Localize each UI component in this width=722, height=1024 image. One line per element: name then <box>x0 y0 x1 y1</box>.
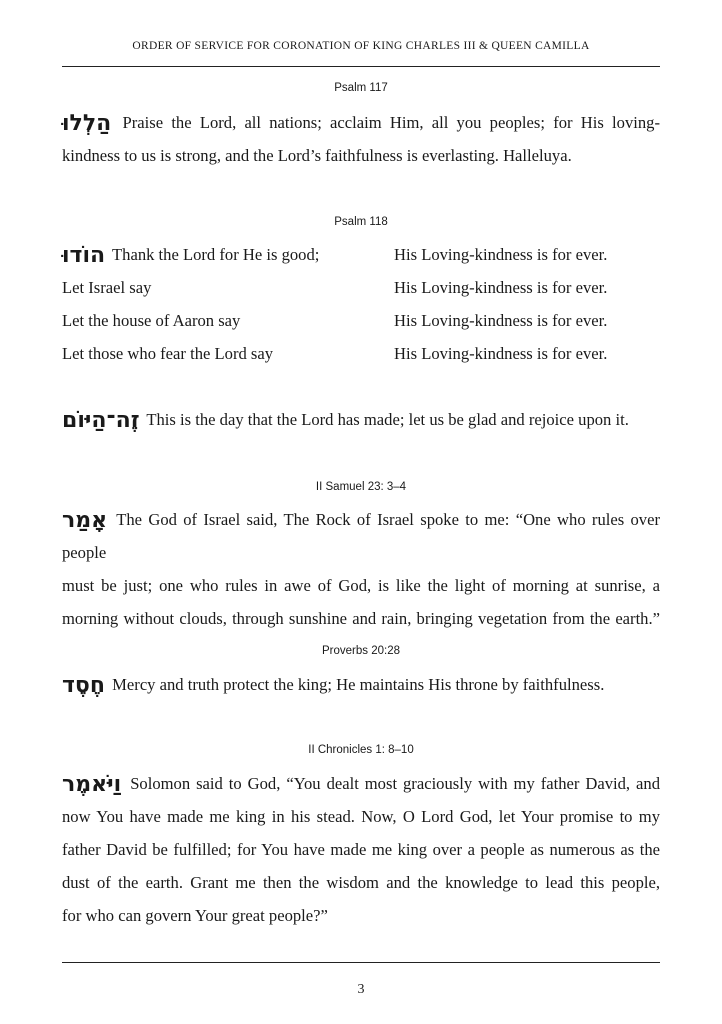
psalm-118-row-left: Let Israel say <box>62 278 152 297</box>
psalm-118-row-right: His Loving-kindness is for ever. <box>394 311 608 330</box>
chronicles-line-5: for who can govern Your great people?” <box>62 906 328 925</box>
psalm-117-line-2: kindness to us is strong, and the Lord’s faithfulness is everlasting. Halleluya. <box>62 146 572 165</box>
samuel-passage <box>62 503 660 635</box>
psalm-118-title: Psalm 118 <box>334 216 388 228</box>
psalm-118-day-line <box>62 403 660 436</box>
header-rule <box>62 66 660 67</box>
samuel-line-2: must be just; one who rules in awe of God, is like the light of morning at sunrise, a <box>62 576 660 595</box>
samuel-text-1: The God of Israel said, The Rock of Israel spoke to me: “One who rules over people <box>62 510 660 562</box>
psalm-117-hebrew-word: הַלְלוּ <box>62 111 112 136</box>
psalm-118-day-text: This is the day that the Lord has made; let us be glad and rejoice upon it. <box>146 410 629 429</box>
psalm-118-row-left: Let those who fear the Lord say <box>62 344 274 363</box>
psalm-118-hebrew-word: הוֹדוּ <box>62 243 106 268</box>
psalm-118-row-1-left-text: Thank the Lord for He is good; <box>112 245 320 264</box>
psalm-117-title: Psalm 117 <box>334 82 388 94</box>
chronicles-title: II Chronicles 1: 8–10 <box>308 744 414 756</box>
page-number: 3 <box>357 982 365 997</box>
proverbs-hebrew-word: חֶסֶד <box>62 673 106 698</box>
chronicles-line-4: dust of the earth. Grant me then the wisdom and the knowledge to lead this people, <box>62 873 660 892</box>
samuel-hebrew-word: אָמַר <box>62 508 108 533</box>
psalm-118-day-hebrew: זֶה־הַיּוֹם <box>62 408 140 433</box>
samuel-line-1 <box>62 503 660 569</box>
psalm-118-row-left: Let the house of Aaron say <box>62 311 241 330</box>
psalm-118-row-right: His Loving-kindness is for ever. <box>394 245 608 264</box>
footer-rule <box>62 962 660 963</box>
chronicles-line-3: father David be fulfilled; for You have made me king over a people as numerous as the <box>62 840 660 859</box>
chronicles-text-1: Solomon said to God, “You dealt most graciously with my father David, and <box>130 774 660 793</box>
samuel-title: II Samuel 23: 3–4 <box>315 481 407 493</box>
psalm-118-row-right: His Loving-kindness is for ever. <box>394 278 608 297</box>
psalm-118-row-right: His Loving-kindness is for ever. <box>394 344 608 363</box>
proverbs-line <box>62 668 660 701</box>
chronicles-passage <box>62 767 660 932</box>
chronicles-hebrew-word: וַיֹּאמֶר <box>62 772 122 797</box>
psalm-118-row-left <box>62 238 319 271</box>
psalm-117-line-1 <box>62 106 660 139</box>
chronicles-line-1 <box>62 767 660 800</box>
running-header: ORDER OF SERVICE FOR CORONATION OF KING CHARLES III & QUEEN CAMILLA <box>132 40 590 52</box>
chronicles-line-2: now You have made me king in his stead. Now, O Lord God, let Your promise to my <box>62 807 660 826</box>
psalm-117-passage <box>62 106 660 172</box>
samuel-line-3: morning without clouds, through sunshine and rain, bringing vegetation from the earth.” <box>62 609 660 628</box>
proverbs-text: Mercy and truth protect the king; He maintains His throne by faithfulness. <box>112 675 605 694</box>
psalm-117-text-1: Praise the Lord, all nations; acclaim Him, all you peoples; for His loving- <box>122 113 660 132</box>
proverbs-title: Proverbs 20:28 <box>322 645 400 657</box>
